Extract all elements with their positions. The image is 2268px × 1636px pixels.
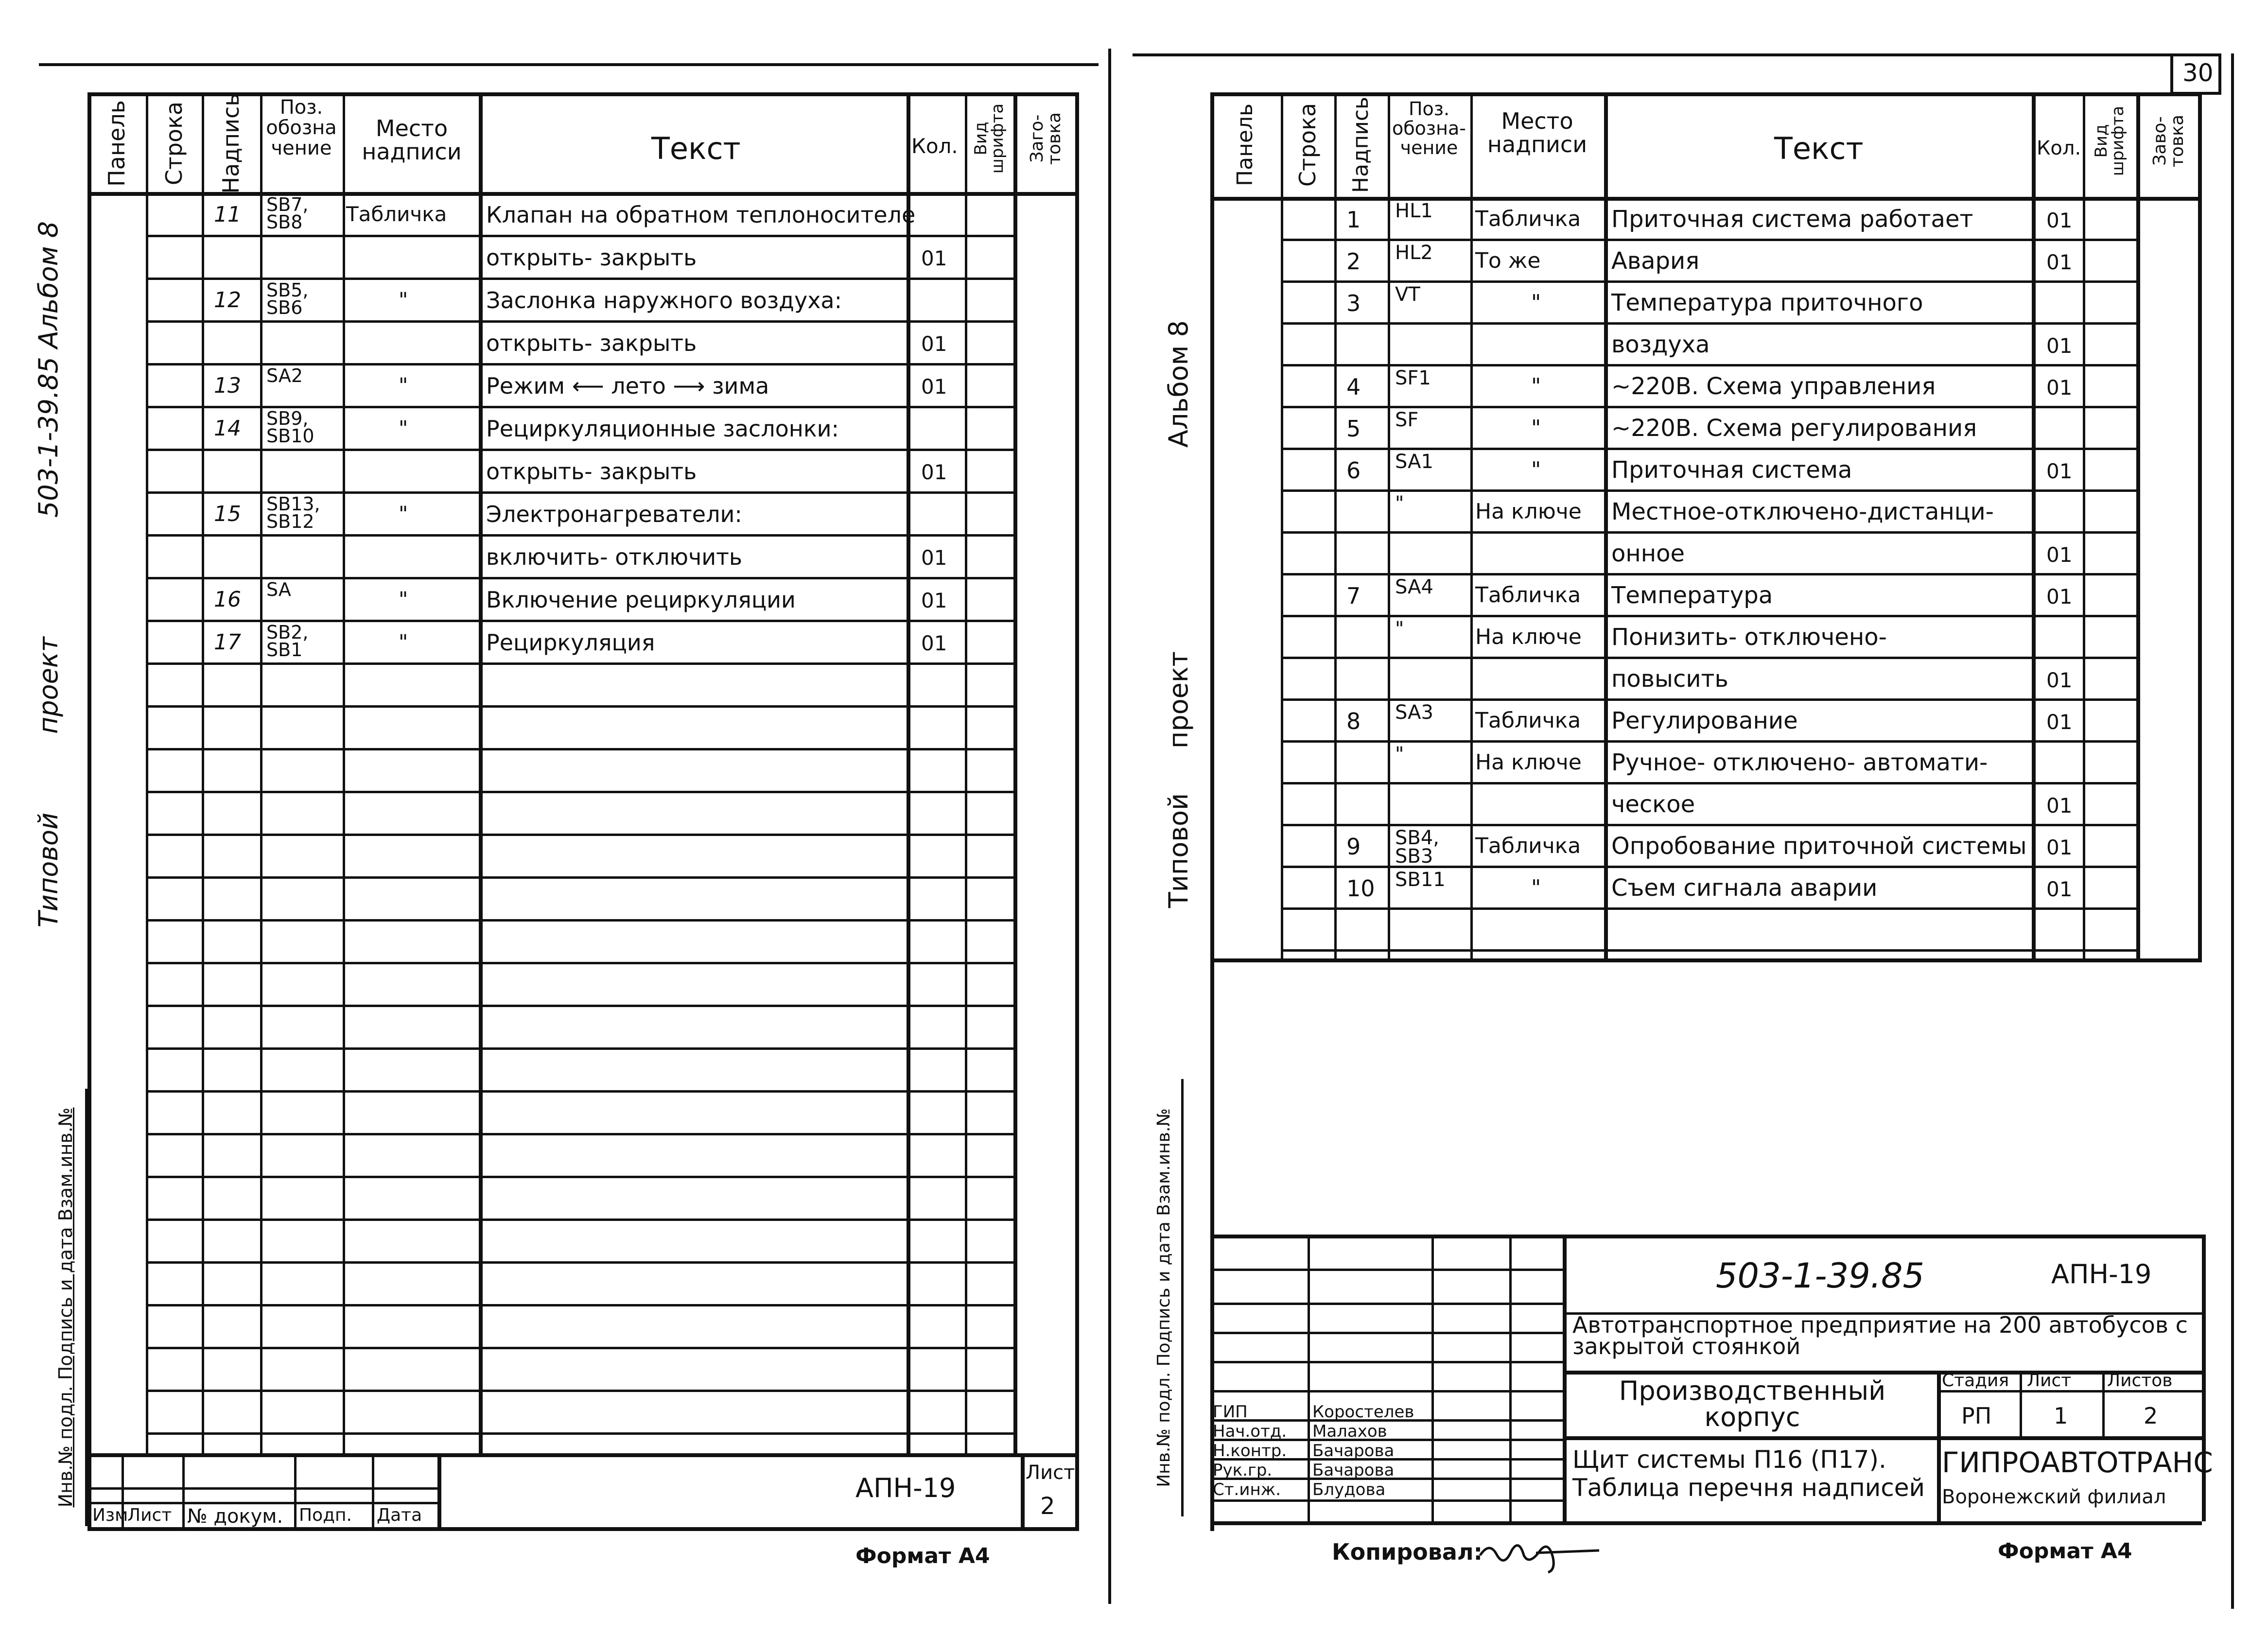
r-header-qty: Кол. (2037, 137, 2081, 159)
row-line (146, 1390, 1013, 1392)
row-number: 7 (1346, 583, 1361, 609)
row-text: Температура приточного (1611, 289, 1923, 316)
col-line (965, 92, 967, 1453)
row-line (146, 320, 1013, 323)
row-place: Табличка (1475, 708, 1581, 733)
row-text: Температура (1611, 582, 1773, 609)
row-line (146, 705, 1013, 708)
r-header-panel: Панель (1233, 104, 1257, 186)
tb-branch: Воронежский филиал (1942, 1486, 2166, 1508)
header-place: Место надписи (362, 115, 462, 165)
row-line (1281, 782, 2136, 784)
row-line (1281, 740, 2136, 743)
row-text: открыть- закрыть (486, 330, 697, 356)
row-place: Табличка (1475, 583, 1581, 608)
row-line (146, 1261, 1013, 1264)
row-line (146, 662, 1013, 665)
row-place: На ключе (1475, 750, 1582, 775)
row-line (146, 748, 1013, 750)
row-text: воздуха (1611, 331, 1710, 358)
row-line (1281, 824, 2136, 826)
r-header-pos: Поз. обозна-чение (1392, 98, 1466, 158)
row-line (146, 1133, 1013, 1135)
side-stamp-code: 503-1-39.85 Альбом 8 (33, 221, 64, 518)
col-line (2136, 92, 2140, 962)
row-number: 14 (214, 416, 241, 441)
tb-sheets-label: Листов (2107, 1371, 2173, 1391)
row-place: " (1531, 290, 1541, 315)
row-position: SB5, SB6 (266, 279, 309, 319)
row-place: " (1531, 875, 1541, 900)
row-qty: 01 (2046, 668, 2073, 692)
row-position: SA1 (1395, 451, 1433, 473)
sheet-number: 30 (2182, 59, 2214, 87)
row-place: Табличка (1475, 834, 1581, 858)
row-line (146, 1304, 1013, 1306)
tb-line (2102, 1371, 2105, 1436)
header-qty: Кол. (911, 134, 958, 158)
row-text: повысить (1611, 665, 1728, 693)
row-position: SA3 (1395, 701, 1433, 724)
tb-org-title: Автотранспортное предприятие на 200 автобусов с закрытой стоянкой (1572, 1312, 2188, 1359)
r-header-label: Надпись (1348, 97, 1373, 193)
row-line (1281, 657, 2136, 659)
tb-sheet-label: Лист (2027, 1371, 2072, 1391)
col-line (1604, 92, 1608, 962)
row-number: 4 (1346, 374, 1361, 400)
left-sheet-label: Лист (1026, 1462, 1075, 1484)
row-place: " (399, 502, 408, 525)
row-text: включить- отключить (486, 544, 743, 570)
row-position: HL2 (1395, 242, 1433, 264)
row-qty: 01 (921, 375, 947, 399)
row-text: Приточная система (1611, 456, 1852, 484)
row-line (146, 1218, 1013, 1221)
row-line (146, 962, 1013, 964)
row-text: Режим ⟵ лето ⟶ зима (486, 373, 769, 399)
tb-role: ГИП (1213, 1402, 1248, 1422)
row-text: Местное-отключено-дистанци- (1611, 498, 1994, 525)
r-side-typical: Типовой (1163, 793, 1194, 908)
row-line (146, 876, 1013, 879)
row-position: HL1 (1395, 200, 1433, 222)
r-header-row: Строка (1294, 103, 1321, 187)
col-line (479, 92, 483, 1453)
col-line (2083, 92, 2085, 962)
tb-line (1563, 1235, 1567, 1521)
top-border-line (39, 63, 1099, 66)
row-place: На ключе (1475, 625, 1582, 649)
row-qty: 01 (2046, 585, 2073, 609)
tb-name: Малахов (1312, 1422, 1387, 1441)
side-stamp-project: проект (33, 637, 64, 734)
row-position: SA2 (266, 365, 303, 386)
row-line (146, 534, 1013, 537)
stamp-col (182, 1453, 185, 1531)
col-line (1470, 92, 1473, 962)
tb-line (1210, 1269, 1563, 1271)
tb-role: Ст.инж. (1213, 1480, 1281, 1499)
col-line (1334, 92, 1337, 962)
tb-line (1210, 1390, 1563, 1392)
col-line (146, 92, 148, 1453)
row-position: SF1 (1395, 367, 1431, 389)
row-text: Ручное- отключено- автомати- (1611, 749, 1988, 776)
row-number: 1 (1346, 207, 1361, 233)
stamp-col-list: Лист (127, 1505, 172, 1525)
r-header-blank: Заво-товка (2150, 114, 2187, 168)
row-text: Клапан на обратном теплоносителе (486, 202, 916, 228)
row-line (1281, 448, 2136, 450)
tb-company: ГИПРОАВТОТРАНС (1942, 1446, 2213, 1479)
r-header-place: Место надписи (1487, 108, 1588, 158)
tb-line (1210, 1361, 1563, 1363)
row-line (1281, 949, 2136, 952)
copied-signature (1478, 1531, 1604, 1575)
row-qty: 01 (921, 546, 947, 570)
stamp-col-izm: Изм (92, 1505, 128, 1525)
tb-doc: АПН-19 (2051, 1259, 2152, 1289)
col-line (260, 92, 262, 1453)
row-number: 2 (1346, 248, 1361, 275)
row-text: Авария (1611, 247, 1700, 275)
tb-line (1563, 1436, 2202, 1440)
row-text: Съем сигнала аварии (1611, 874, 1878, 902)
header-pos: Поз. обозна чение (266, 96, 337, 159)
row-line (146, 1047, 1013, 1050)
row-place: " (399, 416, 408, 440)
row-line (1281, 364, 2136, 366)
row-position: SB4, SB3 (1395, 827, 1439, 868)
stamp-col-date: Дата (377, 1505, 422, 1525)
row-qty: 01 (921, 332, 947, 356)
tb-sheets: 2 (2144, 1403, 2158, 1429)
row-qty: 01 (2046, 835, 2073, 859)
col-line (202, 92, 204, 1453)
stamp-line (87, 1453, 1079, 1457)
copied-label: Копировал: (1332, 1539, 1483, 1565)
col-line (1388, 92, 1390, 962)
tb-line (1210, 1235, 2202, 1238)
row-line (1281, 280, 2136, 283)
row-position: SB7, SB8 (266, 194, 309, 233)
row-position: VT (1395, 283, 1420, 306)
row-line (146, 449, 1013, 451)
row-qty: 01 (921, 246, 947, 270)
row-line (146, 235, 1013, 237)
right-format: Формат А4 (1998, 1539, 2132, 1564)
row-position: " (1395, 743, 1404, 766)
row-number: 6 (1346, 457, 1361, 484)
r-side-project: проект (1163, 651, 1194, 748)
row-position: SA (266, 579, 291, 600)
row-place: " (399, 587, 408, 611)
tb-role: Н.контр. (1213, 1441, 1287, 1461)
row-text: Рециркуляционные заслонки: (486, 416, 839, 442)
row-line (1281, 322, 2136, 325)
row-position: SB13, SB12 (266, 493, 320, 533)
row-number: 15 (214, 502, 241, 526)
tb-role: Рук.гр. (1213, 1461, 1273, 1480)
r-header-font: Вид шрифта (2092, 105, 2128, 176)
left-doc-code: АПН-19 (855, 1473, 956, 1503)
row-place: На ключе (1475, 499, 1582, 524)
tb-code: 503-1-39.85 (1716, 1256, 1925, 1296)
row-text: Электронагреватели: (486, 501, 742, 527)
col-line (907, 92, 910, 1453)
row-text: Рециркуляция (486, 629, 655, 656)
header-row: Строка (161, 101, 187, 186)
row-number: 5 (1346, 416, 1361, 442)
row-text: Приточная система работает (1611, 206, 1973, 233)
col-line (1013, 92, 1017, 1453)
row-line (1281, 406, 2136, 408)
tb-line (1937, 1371, 1941, 1521)
tb-building: Производственный корпус (1619, 1375, 1886, 1432)
row-position: SB2, SB1 (266, 622, 309, 661)
row-text: Опробование приточной системы (1611, 833, 2027, 860)
row-text: ~220В. Схема регулирования (1611, 415, 1977, 442)
row-qty: 01 (2046, 376, 2073, 400)
tb-line (2020, 1371, 2022, 1436)
row-qty: 01 (2046, 209, 2073, 232)
row-number: 16 (214, 587, 241, 612)
row-place: " (399, 373, 408, 397)
tb-line (1210, 1521, 2202, 1525)
row-text: ~220В. Схема управления (1611, 373, 1936, 400)
row-place: То же (1475, 248, 1541, 273)
tb-drawing: Щит системы П16 (П17). Таблица перечня надписей (1572, 1445, 1925, 1502)
page-divider (1108, 49, 1111, 1604)
row-number: 12 (214, 288, 241, 313)
stamp-col (437, 1453, 441, 1531)
header-line (1210, 197, 2202, 201)
row-qty: 01 (2046, 794, 2073, 818)
tb-line (1210, 1303, 1563, 1305)
row-text: открыть- закрыть (486, 458, 697, 485)
row-qty: 01 (2046, 710, 2073, 734)
stamp-col (372, 1453, 374, 1531)
stamp-col (1021, 1453, 1025, 1531)
row-qty: 01 (921, 460, 947, 484)
row-position: SB11 (1395, 869, 1446, 891)
tb-name: Бачарова (1312, 1441, 1395, 1461)
row-line (146, 919, 1013, 922)
row-qty: 01 (921, 589, 947, 612)
row-line (1281, 698, 2136, 701)
row-text: Заслонка наружного воздуха: (486, 287, 842, 313)
tb-name: Бачарова (1312, 1461, 1395, 1480)
row-place: Табличка (1475, 207, 1581, 231)
row-line (146, 1090, 1013, 1093)
row-place: " (1531, 416, 1541, 440)
row-number: 10 (1346, 875, 1375, 902)
stamp-line (87, 1502, 437, 1504)
row-number: 13 (214, 373, 241, 398)
row-text: Регулирование (1611, 707, 1798, 734)
row-qty: 01 (2046, 459, 2073, 483)
tb-role: Нач.отд. (1213, 1422, 1287, 1441)
row-place: " (1531, 374, 1541, 399)
header-font: Вид шрифта (971, 103, 1007, 174)
tb-line (1210, 1499, 1563, 1502)
stamp-line (87, 1487, 437, 1490)
right-page-edge (2231, 53, 2234, 1609)
row-number: 9 (1346, 834, 1361, 860)
row-line (146, 1005, 1013, 1007)
row-number: 11 (214, 202, 241, 227)
row-place: " (399, 288, 408, 312)
row-position: SB9, SB10 (266, 408, 314, 447)
row-qty: 01 (2046, 543, 2073, 567)
row-line (146, 791, 1013, 793)
row-text: Включение рециркуляции (486, 587, 796, 613)
tb-line (1210, 1332, 1563, 1334)
row-place: " (1531, 457, 1541, 482)
left-format: Формат А4 (855, 1544, 990, 1568)
r-side-stamp-inv: Инв.№ подл. Подпись и дата Взам.инв.№ (1154, 1108, 1174, 1487)
row-text: открыть- закрыть (486, 244, 697, 271)
header-blank: Заго-товка (1027, 112, 1064, 165)
header-panel: Панель (104, 100, 130, 187)
row-qty: 01 (2046, 250, 2073, 274)
tb-sheet: 1 (2054, 1403, 2068, 1429)
left-sheet-number: 2 (1040, 1493, 1055, 1520)
row-qty: 01 (921, 631, 947, 655)
row-line (1281, 573, 2136, 575)
row-position: SF (1395, 409, 1419, 431)
row-position: " (1395, 492, 1404, 515)
stamp-col-sign: Подп. (299, 1505, 352, 1525)
r-side-album: Альбом 8 (1163, 320, 1194, 448)
side-stamp-inv: Инв.№ подл. Подпись и дата Взам.инв.№ (55, 1107, 76, 1508)
side-stamp-typical: Типовой (33, 812, 64, 928)
row-number: 8 (1346, 708, 1361, 734)
row-qty: 01 (2046, 334, 2073, 358)
col-line (343, 92, 345, 1453)
col-line (2032, 92, 2036, 962)
row-line (1281, 907, 2136, 910)
row-position: SA4 (1395, 576, 1433, 598)
row-line (1281, 239, 2136, 241)
r-header-text: Текст (1774, 131, 1864, 166)
row-line (146, 1176, 1013, 1178)
row-text: онное (1611, 540, 1685, 567)
r-side-stamp-line (1181, 1079, 1184, 1516)
row-line (146, 1432, 1013, 1435)
row-line (1281, 531, 2136, 534)
row-text: Понизить- отключено- (1611, 624, 1887, 651)
top-border-line-right (1133, 53, 2216, 56)
row-place: " (399, 630, 408, 654)
header-label: Надпись (218, 93, 244, 194)
tb-line (1563, 1371, 2202, 1375)
col-line (1281, 92, 1283, 962)
row-line (146, 1347, 1013, 1349)
row-position: " (1395, 618, 1404, 640)
row-line (1281, 489, 2136, 492)
header-text: Текст (651, 131, 741, 166)
tb-stage: РП (1961, 1403, 1992, 1429)
row-line (146, 834, 1013, 836)
row-place: Табличка (346, 202, 447, 226)
row-number: 3 (1346, 290, 1361, 316)
tb-name: Блудова (1312, 1480, 1386, 1499)
row-line (1281, 615, 2136, 617)
row-text: ческое (1611, 791, 1695, 818)
row-qty: 01 (2046, 877, 2073, 901)
stamp-col (294, 1453, 297, 1531)
tb-name: Коростелев (1312, 1402, 1414, 1422)
stamp-col-doc: № докум. (187, 1505, 283, 1528)
row-number: 17 (214, 630, 241, 655)
tb-stage-label: Стадия (1942, 1371, 2009, 1391)
